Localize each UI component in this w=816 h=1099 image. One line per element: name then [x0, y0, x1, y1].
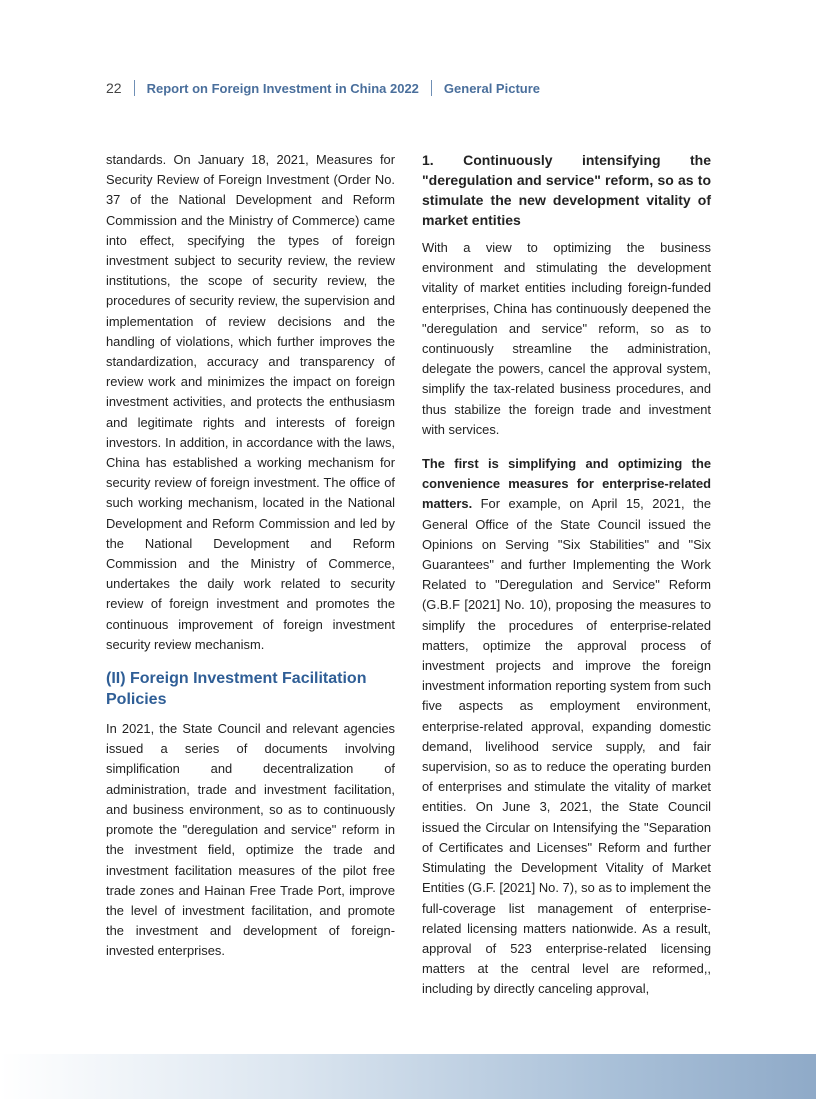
running-header [106, 78, 540, 98]
body-paragraph [422, 454, 711, 999]
page-number: 22 [106, 80, 122, 96]
header-divider [134, 80, 135, 96]
right-column [422, 150, 711, 1000]
paragraph-body-text: For example, on April 15, 2021, the General Office of the State Council issued the Opinions on Serving "Six Stabilities" and "Six Guarantees" and further Implementing the Work Related to "Deregulation and Service" Reform (G.B.F [2021] No. 10), proposing the measures to simplify the procedures of enterprise-related matters, optimize the approval process of investment projects and improve the foreign investment information reporting system from such five aspects as employment environment, enterprise-related approval, expanding domestic demand, livelihood service supply, and fair supervision, so as to reduce the operating burden of enterprises and stimulate the vitality of market entities. On June 3, 2021, the State Council issued the Circular on Intensifying the "Separation of Certificates and Licenses" Reform and further Stimulating the Development Vitality of Market Entities (G.F. [2021] No. 7), so as to implement the full-coverage list management of enterprise-related licensing matters nationwide. As a result, approval of 523 enterprise-related licensing matters at the central level are reformed,, including by directly canceling approval, [422, 496, 711, 997]
left-column [106, 150, 395, 962]
body-paragraph: standards. On January 18, 2021, Measures for Security Review of Foreign Investment (Order No. 37 of the National Development and Reform Commission and the Ministry of Commerce) came into effect, specifying the types of foreign investment subject to security review, the review institutions, the scope of security review, the procedures of security review, the supervision and implementation of review decisions and the handling of violations, which further improves the standardization, accuracy and transparency of review work and minimizes the impact on foreign investment activities, and protects the enthusiasm and legitimate rights and interests of foreign investors. In addition, in accordance with the laws, China has established a working mechanism for security review of foreign investment. The office of such working mechanism, located in the National Development and Reform Commission and led by the National Development and Reform Commission and the Ministry of Commerce, undertakes the daily work related to security review of foreign investment and promotes the continuous improvement of foreign investment security review mechanism. [106, 152, 395, 652]
header-divider [431, 80, 432, 96]
section-subheading: (II) Foreign Investment Facilitation Policies [106, 670, 367, 709]
paragraph-lead-text: The first is simplifying and optimizing the convenience measures for enterprise-related matters. [422, 456, 711, 512]
body-paragraph: In 2021, the State Council and relevant agencies issued a series of documents involving simplification and decentralization of administration, trade and investment facilitation, and business environment, so as to continuously promote the "deregulation and service" reform in the investment field, optimize the trade and investment facilitation measures of the pilot free trade zones and Hainan Free Trade Port, improve the level of investment facilitation, and promote the investment and development of foreign-invested enterprises. [106, 721, 395, 959]
body-paragraph: With a view to optimizing the business environment and stimulating the development vitality of market entities including foreign-funded enterprises, China has continuously deepened the "deregulation and service" reform, so as to continuously streamline the administration, delegate the powers, cancel the approval system, simplify the tax-related business procedures, and thus stabilize the foreign trade and investment with services. [422, 240, 711, 437]
footer-gradient-band [0, 1054, 816, 1099]
chapter-title: General Picture [443, 80, 541, 96]
section-heading: 1. Continuously intensifying the "deregulation and service" reform, so as to stimulate the new development vitality of market entities [422, 152, 711, 228]
book-title: Report on Foreign Investment in China 2022 [146, 80, 419, 96]
